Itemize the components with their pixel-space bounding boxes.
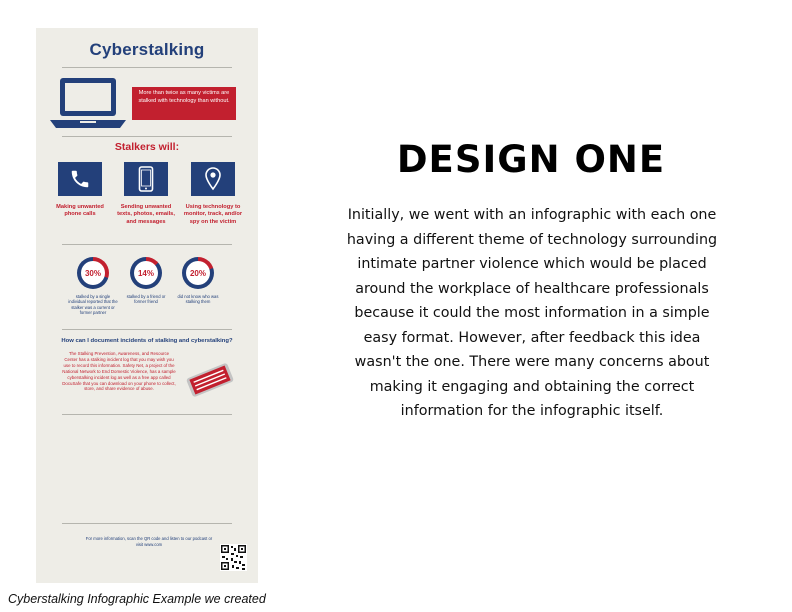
stat-value: 14% [134,261,158,285]
action-label: Making unwanted phone calls [56,204,104,218]
divider [62,329,232,330]
question-heading: How can I document incidents of stalking and cyberstalking? [61,338,233,344]
stat-value: 30% [81,261,105,285]
stat-circle [77,257,109,289]
infographic-title: Cyberstalking [89,40,205,59]
action-label: Using technology to monitor, track, and/or spy on the victim [183,204,243,225]
stat-label: stalked by a single individual reported that the stalker was a current or former partner [68,294,118,316]
stat-value: 20% [186,261,210,285]
qr-code-icon [220,544,247,571]
description-paragraph: Initially, we went with an infographic with each one having a different theme of technology surrounding intimate partner violence which would be placed around the workplace of healthcare professionals because it could the most information in a simple easy format. However, after feedback this idea wasn't the one. There were many concerns about making it engaging and obtaining the correct information for the infographic itself. [346,207,718,419]
location-pin-icon [191,162,235,196]
phone-icon [58,162,102,196]
stalkers-heading: Stalkers will: [114,141,180,153]
stat-circle [182,257,214,289]
stat-label: stalked by a friend or former friend [126,294,166,305]
divider [62,136,232,137]
action-label: Sending unwanted texts, photos, emails, and messages [117,204,175,225]
laptop-icon [48,76,128,132]
smartphone-icon [182,362,238,398]
divider [62,244,232,245]
body-text: The Stalking Prevention, Awareness, and Resource Center has a stalking incident log that you may wish you use to record this information. Safety Net, a project of the National Network to End Domestic Violence, has a sample cyberstalking incident log as well as a free app called DocuSafe that you can download on your phone to collect, store, and share evidence of abuse. [62,351,176,392]
design-heading: DESIGN ONE [396,138,666,181]
image-caption: Cyberstalking Infographic Example we created [8,592,266,606]
footer-note: For more information, scan the QR code and listen to our podcast or visit www.com [85,536,213,547]
mobile-phone-icon [124,162,168,196]
divider [62,414,232,415]
divider [62,67,232,68]
stat-label: did not know who was stalking them [177,294,219,305]
stat-circle [130,257,162,289]
divider [62,523,232,524]
infographic [36,28,258,583]
callout-box: More than twice as many victims are stalked with technology than without. [132,87,236,120]
